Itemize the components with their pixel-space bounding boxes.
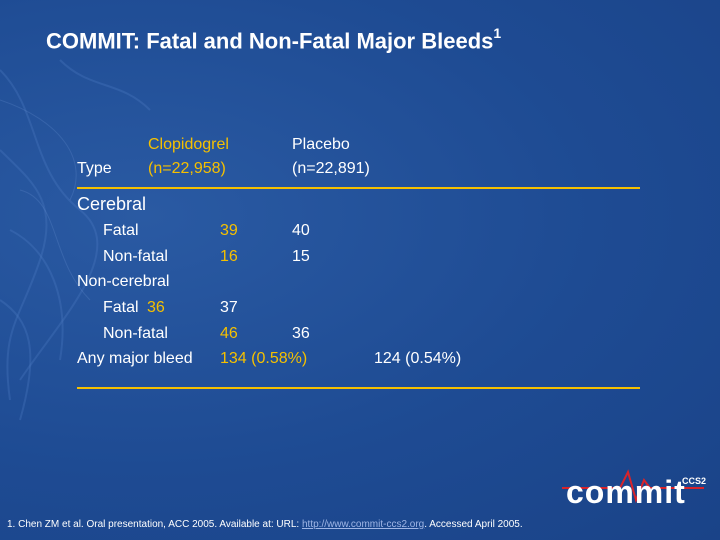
header-placebo-n: (n=22,891) — [292, 160, 370, 177]
row-noncerebral-nonfatal-clopidogrel: 46 — [220, 325, 238, 342]
row-cerebral-nonfatal-label: Non-fatal — [103, 248, 168, 265]
row-noncerebral-fatal-label: Fatal — [103, 299, 139, 316]
slide-title — [46, 27, 501, 54]
row-cerebral-fatal-clopidogrel: 39 — [220, 222, 238, 239]
footnote — [7, 519, 523, 530]
row-any-major-clopidogrel: 134 (0.58%) — [220, 350, 308, 367]
footnote-text-before: 1. Chen ZM et al. Oral presentation, ACC 2005. Available at: URL: — [7, 519, 302, 530]
row-noncerebral-nonfatal-placebo: 36 — [292, 325, 310, 342]
row-cerebral-nonfatal-clopidogrel: 16 — [220, 248, 238, 265]
header-clopidogrel-n: (n=22,958) — [148, 160, 226, 177]
row-noncerebral-label: Non-cerebral — [77, 273, 170, 290]
row-cerebral-fatal-label: Fatal — [103, 222, 139, 239]
row-noncerebral-nonfatal-label: Non-fatal — [103, 325, 168, 342]
commit-logo — [558, 466, 708, 512]
title-superscript: 1 — [493, 25, 502, 41]
row-any-major-placebo: 124 (0.54%) — [374, 350, 462, 367]
title-text: COMMIT: Fatal and Non-Fatal Major Bleeds — [46, 28, 494, 54]
row-cerebral-fatal-placebo: 40 — [292, 222, 310, 239]
logo-text: commit — [566, 474, 686, 510]
footnote-link[interactable]: http://www.commit-ccs2.org — [301, 519, 425, 530]
header-type: Type — [77, 160, 112, 177]
footnote-text-after: . Accessed April 2005. — [424, 519, 523, 530]
logo-sub: CCS2 — [682, 476, 707, 486]
header-placebo-name: Placebo — [292, 136, 350, 153]
top-divider — [77, 187, 640, 189]
row-noncerebral-fatal-clopidogrel: 36 — [147, 299, 165, 316]
bottom-divider — [77, 387, 640, 389]
row-any-major-label: Any major bleed — [77, 350, 193, 367]
header-clopidogrel-name: Clopidogrel — [148, 136, 229, 153]
row-noncerebral-fatal-placebo: 37 — [220, 299, 238, 316]
row-cerebral-nonfatal-placebo: 15 — [292, 248, 310, 265]
row-cerebral-label: Cerebral — [77, 194, 147, 214]
